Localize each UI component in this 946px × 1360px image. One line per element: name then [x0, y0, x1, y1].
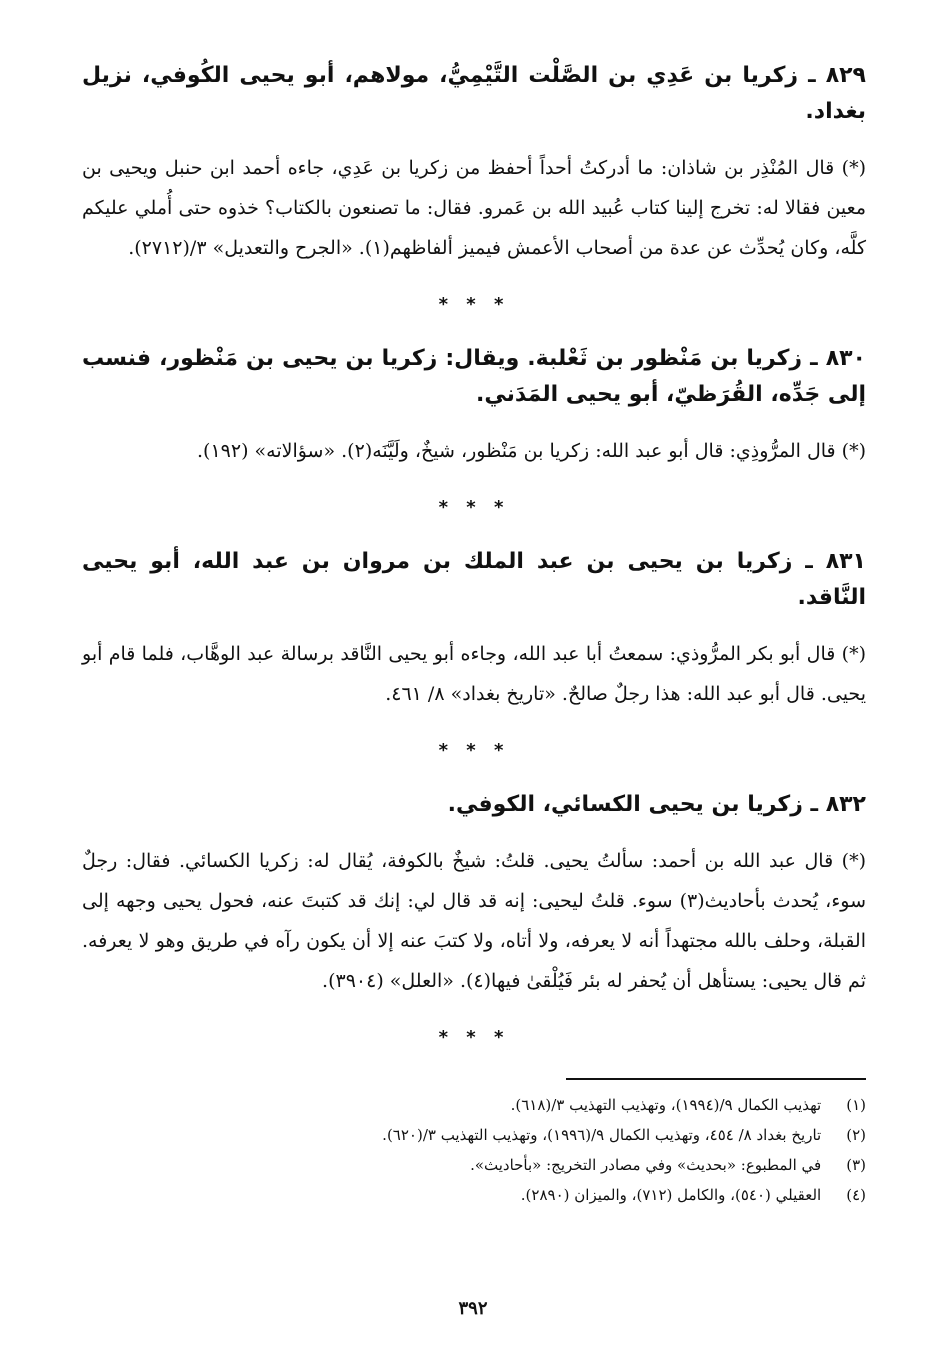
footnote-3	[82, 1150, 866, 1180]
footnotes	[82, 1090, 866, 1210]
entry-heading: ٨٢٩ ـ زكريا بن عَدِي بن الصَّلْت التَّيْمِيُّ، مولاهم، أبو يحيى الكُوفي، نزيل بغداد.	[82, 63, 866, 124]
footnote-text: تاريخ بغداد ٨/ ٤٥٤، وتهذيب الكمال ٩/(١٩٩٦)، وتهذيب التهذيب ٣/(٦٢٠).	[382, 1126, 822, 1144]
entry-heading: ٨٣١ ـ زكريا بن يحيى بن عبد الملك بن مروان بن عبد الله، أبو يحيى النَّاقد.	[82, 549, 866, 610]
entry-body: (*) قال عبد الله بن أحمد: سألتُ يحيى. قلتُ: شيخٌ بالكوفة، يُقال له: زكريا الكسائي. فقال: رجلٌ سوء، يُحدث بأحاديث(٣) سوء. قلتُ ليحيى: إنه قد قال لي: إنك قد كتبتَ عنه، فحول يحيى وجهه إلى القبلة، وحلف بالله مجتهداً أنه لا يعرفه، ولا أتاه، ولا كتبَ عنه إلا أن يكون رآه في طريق وهو لا يعرفه. ثم قال يحيى: يستأهل أن يُحفر له بئر فَيُلْقىٰ فيها(٤). «العلل» (٣٩٠٤).	[82, 850, 866, 992]
separator: * * *	[438, 1027, 510, 1048]
footnote-number: (١)	[846, 1096, 866, 1114]
entry-heading: ٨٣٢ ـ زكريا بن يحيى الكسائي، الكوفي.	[447, 792, 866, 817]
separator: * * *	[438, 740, 510, 761]
footnote-text: العقيلي (٥٤٠)، والكامل (٧١٢)، والميزان (٢٨٩٠).	[520, 1186, 822, 1204]
separator: * * *	[438, 497, 510, 518]
footnote-number: (٣)	[846, 1156, 866, 1174]
footnote-text: في المطبوع: «بحديث» وفي مصادر التخريج: «بأحاديث».	[470, 1156, 822, 1174]
entry-body: (*) قال أبو بكر المرُّوذي: سمعتُ أبا عبد الله، وجاءه أبو يحيى النَّاقد برسالة عبد الوهَّاب، فلما قام أبو يحيى. قال أبو عبد الله: هذا رجلٌ صالحٌ. «تاريخ بغداد» ٨/ ٤٦١.	[82, 643, 866, 705]
separator: * * *	[438, 294, 510, 315]
footnote-text: تهذيب الكمال ٩/(١٩٩٤)، وتهذيب التهذيب ٣/(٦١٨).	[510, 1096, 822, 1114]
footnote-1	[82, 1090, 866, 1120]
footnote-number: (٢)	[846, 1126, 866, 1144]
entry-832	[82, 787, 866, 1001]
page-number: ٣٩٢	[458, 1298, 488, 1319]
entry-heading: ٨٣٠ ـ زكريا بن مَنْظور بن ثَعْلبة. ويقال: زكريا بن يحيى بن مَنْظور، فنسب إلى جَدِّه، القُرَظيّ، أبو يحيى المَدَني.	[82, 346, 866, 407]
entry-830	[82, 341, 866, 471]
entry-829	[82, 58, 866, 268]
page-content	[82, 48, 866, 1210]
entry-body: (*) قال المُنْذِر بن شاذان: ما أدركتُ أحداً أحفظ من زكريا بن عَدِي، جاءه أحمد ابن حنبل ويحيى بن معين فقالا له: تخرج إلينا كتاب عُبيد الله بن عَمرو. فقال: ما تصنعون بالكتاب؟ خذوه حتى أُملي عليكم كلَّه، وكان يُحدِّث عن عدة من أصحاب الأعمش فيميز ألفاظهم(١). «الجرح والتعديل» ٣/(٢٧١٢).	[82, 157, 866, 259]
footnote-number: (٤)	[846, 1186, 866, 1204]
footnote-4	[82, 1180, 866, 1210]
footnote-2	[82, 1120, 866, 1150]
entry-831	[82, 544, 866, 714]
entry-body: (*) قال المرُّوذِي: قال أبو عبد الله: زكريا بن مَنْظور، شيخٌ، ولَيَّنَه(٢). «سؤالاته» (١٩٢).	[197, 440, 866, 462]
footnote-divider	[566, 1078, 866, 1080]
